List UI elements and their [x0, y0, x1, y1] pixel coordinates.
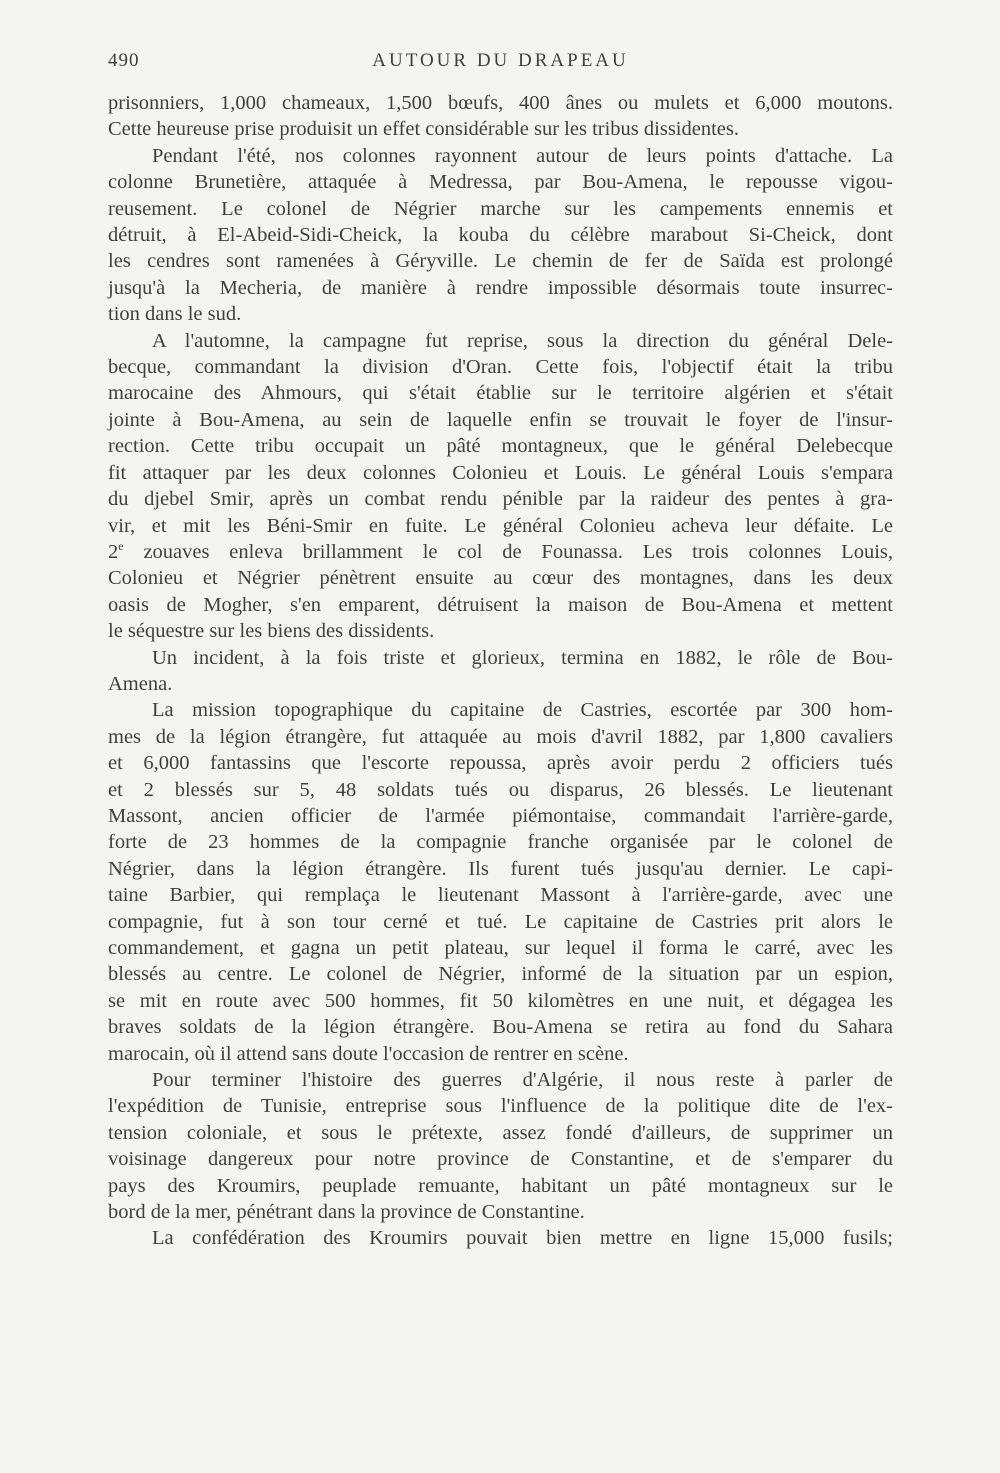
text-line: taine Barbier, qui remplaça le lieutenant Massont à l'arrière-garde, avec une	[108, 884, 893, 907]
text-line: rection. Cette tribu occupait un pâté montagneux, que le général Delebecque	[108, 435, 893, 458]
text-line: oasis de Mogher, s'en emparent, détruisent la maison de Bou-Amena et mettent	[108, 593, 893, 616]
ordinal-superscript: e	[118, 539, 124, 554]
running-title: AUTOUR DU DRAPEAU	[372, 50, 629, 71]
text-line: A l'automne, la campagne fut reprise, sous la direction du général Dele-	[152, 329, 893, 352]
text-line: fit attaquer par les deux colonnes Colonieu et Louis. Le général Louis s'empara	[108, 461, 893, 484]
text-line: et 2 blessés sur 5, 48 soldats tués ou disparus, 26 blessés. Le lieutenant	[108, 778, 893, 801]
text-line: mes de la légion étrangère, fut attaquée au mois d'avril 1882, par 1,800 cavaliers	[108, 725, 893, 748]
text-line: Pendant l'été, nos colonnes rayonnent autour de leurs points d'attache. La	[152, 144, 893, 167]
ordinal-number: 2	[108, 540, 119, 563]
text-line: reusement. Le colonel de Négrier marche sur les campements ennemis et	[108, 197, 893, 220]
text-line: marocaine des Ahmours, qui s'était établie sur le territoire algérien et s'était	[108, 382, 893, 405]
text-line: bord de la mer, pénétrant dans la province de Constantine.	[108, 1201, 585, 1224]
text-line-with-superscript	[108, 539, 893, 565]
text-line-remainder: zouaves enleva brillamment le col de Founassa. Les trois colonnes Louis,	[143, 540, 893, 563]
text-line: Cette heureuse prise produisit un effet considérable sur les tribus dissidentes.	[108, 118, 739, 141]
text-line: Négrier, dans la légion étrangère. Ils furent tués jusqu'au dernier. Le capi-	[108, 857, 893, 880]
text-line: voisinage dangereux pour notre province de Constantine, et de s'emparer du	[108, 1148, 893, 1171]
text-line: jointe à Bou-Amena, au sein de laquelle enfin se trouvait le foyer de l'insur-	[108, 408, 893, 431]
text-line: le séquestre sur les biens des dissidents.	[108, 620, 435, 643]
text-line: becque, commandant la division d'Oran. Cette fois, l'objectif était la tribu	[108, 356, 893, 379]
text-line: Colonieu et Négrier pénètrent ensuite au cœur des montagnes, dans les deux	[108, 567, 893, 590]
text-line: braves soldats de la légion étrangère. Bou-Amena se retira au fond du Sahara	[108, 1016, 893, 1039]
text-line: forte de 23 hommes de la compagnie franche organisée par le colonel de	[108, 831, 893, 854]
text-line: prisonniers, 1,000 chameaux, 1,500 bœufs, 400 ânes ou mulets et 6,000 moutons.	[108, 92, 893, 114]
text-line: blessés au centre. Le colonel de Négrier, informé de la situation par un espion,	[108, 963, 893, 986]
text-line: du djebel Smir, après un combat rendu pénible par la raideur des pentes à gra-	[108, 488, 893, 511]
text-line: Un incident, à la fois triste et glorieux, termina en 1882, le rôle de Bou-	[152, 646, 893, 669]
text-line: commandement, et gagna un petit plateau, sur lequel il forma le carré, avec les	[108, 937, 893, 959]
text-line: La mission topographique du capitaine de Castries, escortée par 300 hom-	[152, 699, 893, 722]
running-head	[108, 50, 893, 78]
text-line: Amena.	[108, 672, 173, 695]
text-line: l'expédition de Tunisie, entreprise sous l'influence de la politique dite de l'ex-	[108, 1095, 893, 1118]
text-line: marocain, où il attend sans doute l'occasion de rentrer en scène.	[108, 1042, 629, 1065]
page-number: 490	[108, 50, 140, 71]
text-line: se mit en route avec 500 hommes, fit 50 kilomètres en une nuit, et dégagea les	[108, 989, 893, 1012]
text-line: pays des Kroumirs, peuplade remuante, habitant un pâté montagneux sur le	[108, 1174, 893, 1197]
text-line: détruit, à El-Abeid-Sidi-Cheick, la kouba du célèbre marabout Si-Cheick, dont	[108, 224, 893, 247]
text-line: vir, et mit les Béni-Smir en fuite. Le général Colonieu acheva leur défaite. Le	[108, 514, 893, 537]
text-line: compagnie, fut à son tour cerné et tué. Le capitaine de Castries prit alors le	[108, 910, 893, 933]
text-line: et 6,000 fantassins que l'escorte repoussa, après avoir perdu 2 officiers tués	[108, 752, 893, 775]
body-text	[108, 90, 893, 1252]
text-line: les cendres sont ramenées à Géryville. Le chemin de fer de Saïda est prolongé	[108, 250, 893, 273]
text-line: Pour terminer l'histoire des guerres d'Algérie, il nous reste à parler de	[152, 1069, 893, 1092]
text-line: jusqu'à la Mecheria, de manière à rendre impossible désormais toute insurrec-	[108, 276, 893, 299]
text-line: tension coloniale, et sous le prétexte, assez fondé d'ailleurs, de supprimer un	[108, 1121, 893, 1144]
text-line: La confédération des Kroumirs pouvait bien mettre en ligne 15,000 fusils;	[152, 1227, 893, 1250]
text-line: tion dans le sud.	[108, 303, 242, 326]
text-line: colonne Brunetière, attaquée à Medressa, par Bou-Amena, le repousse vigou-	[108, 171, 893, 194]
text-line: Massont, ancien officier de l'armée piémontaise, commandait l'arrière-garde,	[108, 804, 893, 827]
